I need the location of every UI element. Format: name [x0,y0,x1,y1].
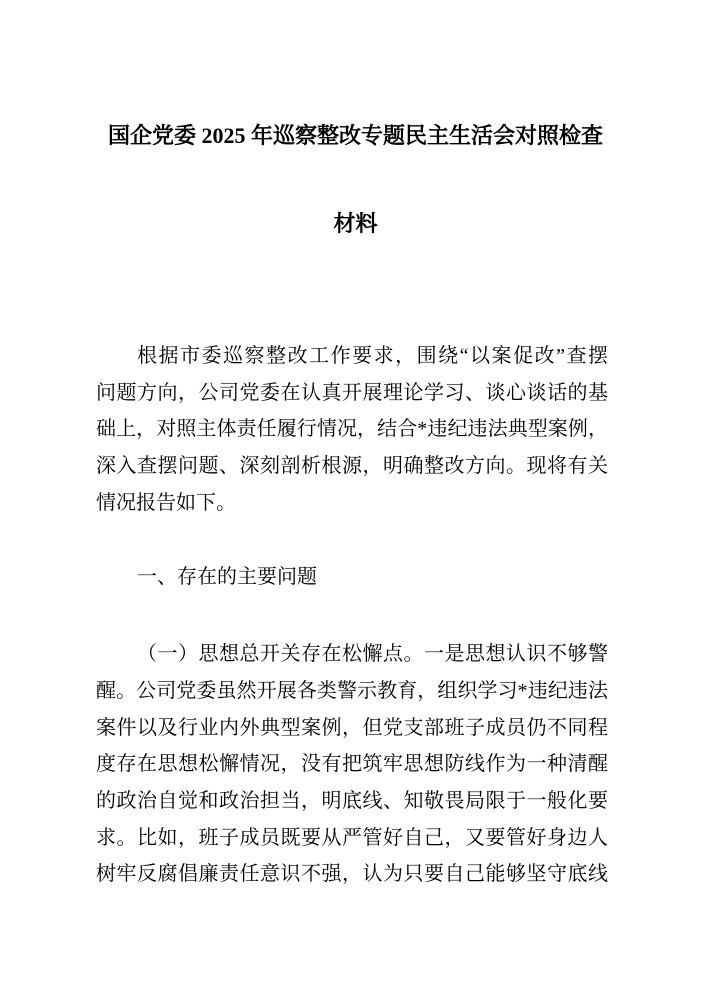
opening-paragraph-line: 情况报告如下。 [96,491,236,514]
opening-paragraph-line: 深入查摆问题、深刻剖析根源，明确整改方向。现将有关 [96,455,608,478]
problem-paragraph-line: 度存在思想松懈情况，没有把筑牢思想防线作为一种清醒 [96,753,608,776]
problem-paragraph-line: （一）思想总开关存在松懈点。一是思想认识不够警 [137,643,608,666]
problem-paragraph-line: 求。比如，班子成员既要从严管好自己，又要管好身边人 [96,826,608,849]
opening-paragraph-line: 础上，对照主体责任履行情况，结合*违纪违法典型案例， [96,418,608,441]
problem-paragraph-line: 醒。公司党委虽然开展各类警示教育，组织学习*违纪违法 [96,679,608,702]
opening-paragraph [96,338,608,522]
document-title [0,0,711,268]
problem-paragraph [96,636,608,893]
problem-paragraph-line: 树牢反腐倡廉责任意识不强，认为只要自己能够坚守底线 [96,863,608,886]
opening-paragraph-line: 根据市委巡察整改工作要求，围绕“以案促改”查摆 [137,345,608,367]
document-body [96,338,608,893]
document-title-line-2: 材料 [333,211,378,236]
problem-paragraph-line: 案件以及行业内外典型案例，但党支部班子成员仍不同程 [96,716,608,739]
document-title-line-1: 国企党委 2025 年巡察整改专题民主生活会对照检查 [107,123,603,148]
opening-paragraph-line: 问题方向，公司党委在认真开展理论学习、谈心谈话的基 [96,381,608,404]
section-heading: 一、存在的主要问题 [137,565,317,588]
problem-paragraph-line: 的政治自觉和政治担当，明底线、知敬畏局限于一般化要 [96,790,608,813]
